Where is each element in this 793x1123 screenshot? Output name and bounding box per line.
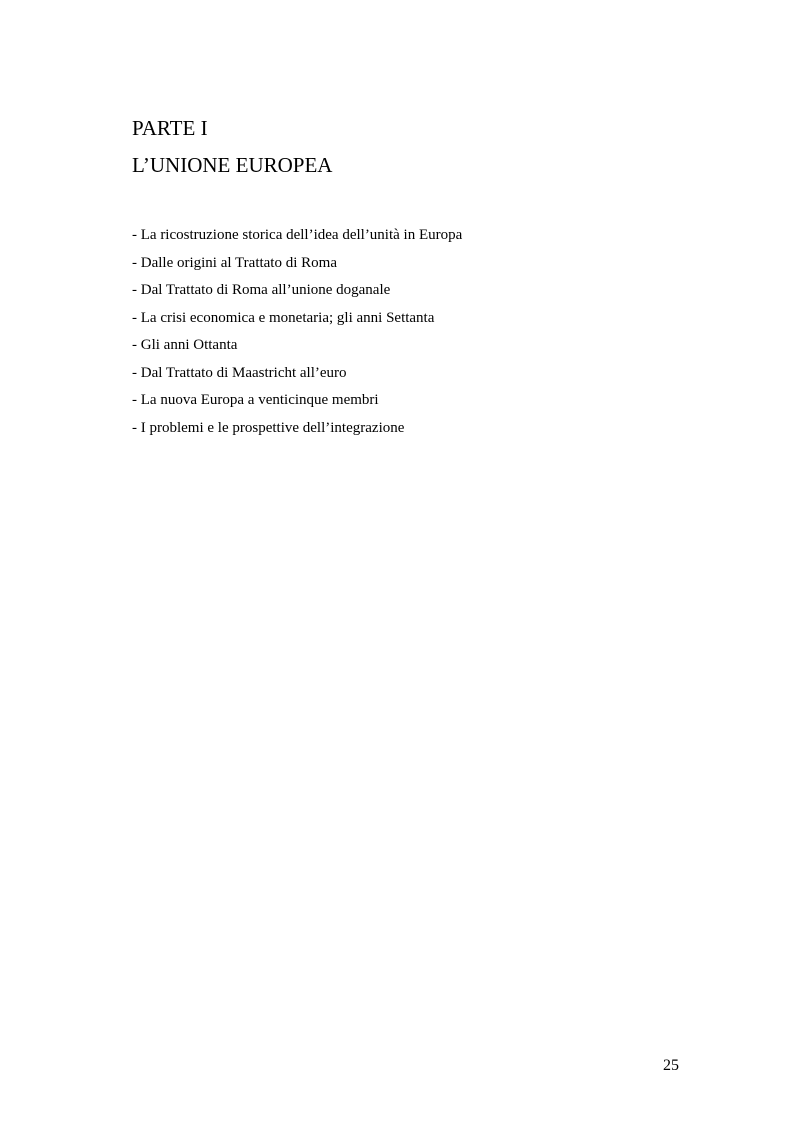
toc-item: - La ricostruzione storica dell’idea dell’unità in Europa bbox=[132, 227, 463, 243]
toc-item: - La nuova Europa a venticinque membri bbox=[132, 392, 379, 408]
toc-item: - I problemi e le prospettive dell’integrazione bbox=[132, 419, 405, 436]
page-header bbox=[132, 114, 332, 179]
toc-item: - Gli anni Ottanta bbox=[132, 337, 238, 353]
table-of-contents bbox=[132, 222, 462, 442]
toc-item: - La crisi economica e monetaria; gli anni Settanta bbox=[132, 309, 435, 326]
toc-item: - Dal Trattato di Roma all’unione doganale bbox=[132, 282, 391, 298]
part-title: PARTE I bbox=[132, 116, 208, 140]
toc-item: - Dal Trattato di Maastricht all’euro bbox=[132, 364, 347, 381]
toc-item: - Dalle origini al Trattato di Roma bbox=[132, 254, 337, 271]
section-title: L’UNIONE EUROPEA bbox=[132, 153, 333, 177]
page-number: 25 bbox=[663, 1057, 679, 1074]
